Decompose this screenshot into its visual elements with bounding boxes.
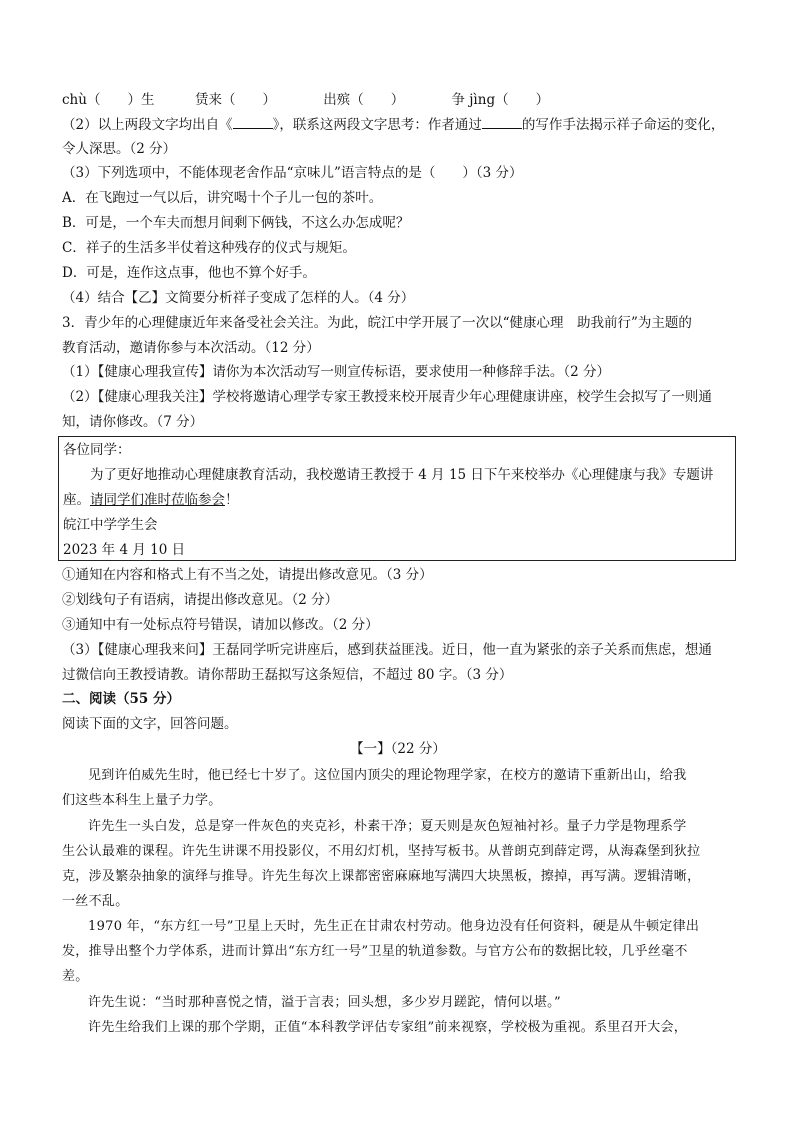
reading-instruction: 阅读下面的文字，回答问题。 — [62, 716, 238, 732]
passage-paragraph-2-line-1: 许先生一头白发，总是穿一件灰色的夹克衫，朴素干净；夏天则是灰色短袖衬衫。量子力学是物理系学 — [88, 819, 687, 834]
notice-body-line-2 — [63, 491, 729, 509]
sub-question-2-line-2: 知，请你修改。（7 分） — [62, 414, 204, 430]
passage-paragraph-5: 许先生给我们上课的那个学期，正值“本科教学评估专家组”前来视察，学校极为重视。系里召开大会， — [88, 1020, 688, 1035]
pinyin-question-line: chù（ ）生 赁来（ ） 出殡（ ） 争 jìng（ ） — [62, 92, 550, 108]
passage-paragraph-2-line-3: 克，涉及繁杂抽象的演绎与推导。许先生每次上课都密密麻麻地写满四大块黑板，擦掉，再写满。逻辑清晰， — [62, 869, 701, 884]
option-c: C．祥子的生活多半仗着这种残存的仪式与规矩。 — [62, 240, 356, 256]
question-2-text-c: 的写作手法揭示祥子命运的变化， — [521, 117, 725, 133]
passage-paragraph-3-line-3: 差。 — [62, 969, 89, 984]
sub-question-2-line-1: （2）【健康心理我关注】学校将邀请心理学专家王教授来校开展青少年心理健康讲座，校学生会拟写了一则通 — [62, 389, 712, 405]
sub-question-3-line-1: （3）【健康心理我来问】王磊同学听完讲座后，感到获益匪浅。近日，他一直为紧张的亲子关系而焦虑，想通 — [62, 642, 712, 658]
passage-paragraph-4: 许先生说：“当时那种喜悦之情，溢于言表；回头想，多少岁月蹉跎，情何以堪。” — [88, 995, 561, 1010]
option-b: B．可是，一个车夫而想月间剩下俩钱，不这么办怎成呢？ — [62, 215, 410, 231]
notice-question-3: ③通知中有一处标点符号错误，请加以修改。（2 分） — [62, 617, 379, 633]
passage-paragraph-1-line-2: 们这些本科生上量子力学。 — [62, 793, 222, 808]
sub-question-3-line-2: 过微信向王教授请教。请你帮助王磊拟写这条短信，不超过 80 字。（3 分） — [62, 667, 513, 683]
answer-blank-book[interactable] — [233, 116, 273, 129]
notice-greeting: 各位同学： — [63, 442, 131, 458]
notice-signer: 皖江中学学生会 — [63, 517, 158, 533]
question-2-line — [62, 116, 734, 134]
question-main-3-line-1: 3．青少年的心理健康近年来备受社会关注。为此，皖江中学开展了一次以“健康心理 助我前行”为主题的 — [62, 315, 692, 331]
question-2-text-a: （2）以上两段文字均出自《 — [62, 117, 233, 133]
question-2-continuation: 令人深思。（2 分） — [62, 141, 177, 157]
passage-paragraph-3-line-2: 发，推导出整个力学体系，进而计算出“东方红一号”卫星的轨道参数。与官方公布的数据比较，几乎丝毫不 — [62, 944, 688, 959]
option-a: A．在飞跑过一气以后，讲究喝十个子儿一包的茶叶。 — [62, 190, 383, 206]
notice-body-end: ！ — [225, 492, 239, 508]
passage-paragraph-2-line-4: 一丝不乱。 — [62, 894, 129, 909]
notice-question-2: ②划线句子有语病，请提出修改意见。（2 分） — [62, 592, 339, 608]
notice-box — [58, 436, 736, 561]
underlined-sentence: 请同学们准时莅临参会 — [90, 492, 225, 508]
notice-question-1: ①通知在内容和格式上有不当之处，请提出修改意见。（3 分） — [62, 567, 433, 583]
question-main-3-line-2: 教育活动，邀请你参与本次活动。（12 分） — [62, 340, 320, 356]
passage-paragraph-2-line-2: 生公认最难的课程。许先生讲课不用投影仪，不用幻灯机，坚持写板书。从普朗克到薛定谔，从海森堡到狄拉 — [62, 844, 701, 859]
passage-paragraph-1-line-1: 见到许伯威先生时，他已经七十岁了。这位国内顶尖的理论物理学家，在校方的邀请下重新出山，给我 — [88, 768, 687, 783]
notice-date: 2023 年 4 月 10 日 — [63, 542, 186, 558]
question-3: （3）下列选项中，不能体现老舍作品“京味儿”语言特点的是（ ）（3 分） — [62, 165, 523, 181]
question-4: （4）结合【乙】文简要分析祥子变成了怎样的人。（4 分） — [62, 290, 415, 306]
answer-blank-technique[interactable] — [482, 116, 522, 129]
passage-paragraph-3-line-1: 1970 年，“东方红一号”卫星上天时，先生正在甘肃农村劳动。他身边没有任何资料，硬是从牛顿定律出 — [88, 919, 700, 934]
passage-title: 【一】（22 分） — [350, 741, 446, 757]
notice-body-line-1: 为了更好地推动心理健康教育活动，我校邀请王教授于 4 月 15 日下午来校举办《心理健康与我》专题讲 — [90, 467, 714, 483]
section-heading-reading: 二、阅读（55 分） — [62, 691, 180, 707]
sub-question-1: （1）【健康心理我宣传】请你为本次活动写一则宣传标语，要求使用一种修辞手法。（2 分） — [62, 364, 610, 380]
notice-body-start: 座。 — [63, 492, 90, 508]
question-2-text-b: 》，联系这两段文字思考：作者通过 — [272, 117, 482, 133]
option-d: D．可是，连作这点事，他也不算个好手。 — [62, 265, 316, 281]
